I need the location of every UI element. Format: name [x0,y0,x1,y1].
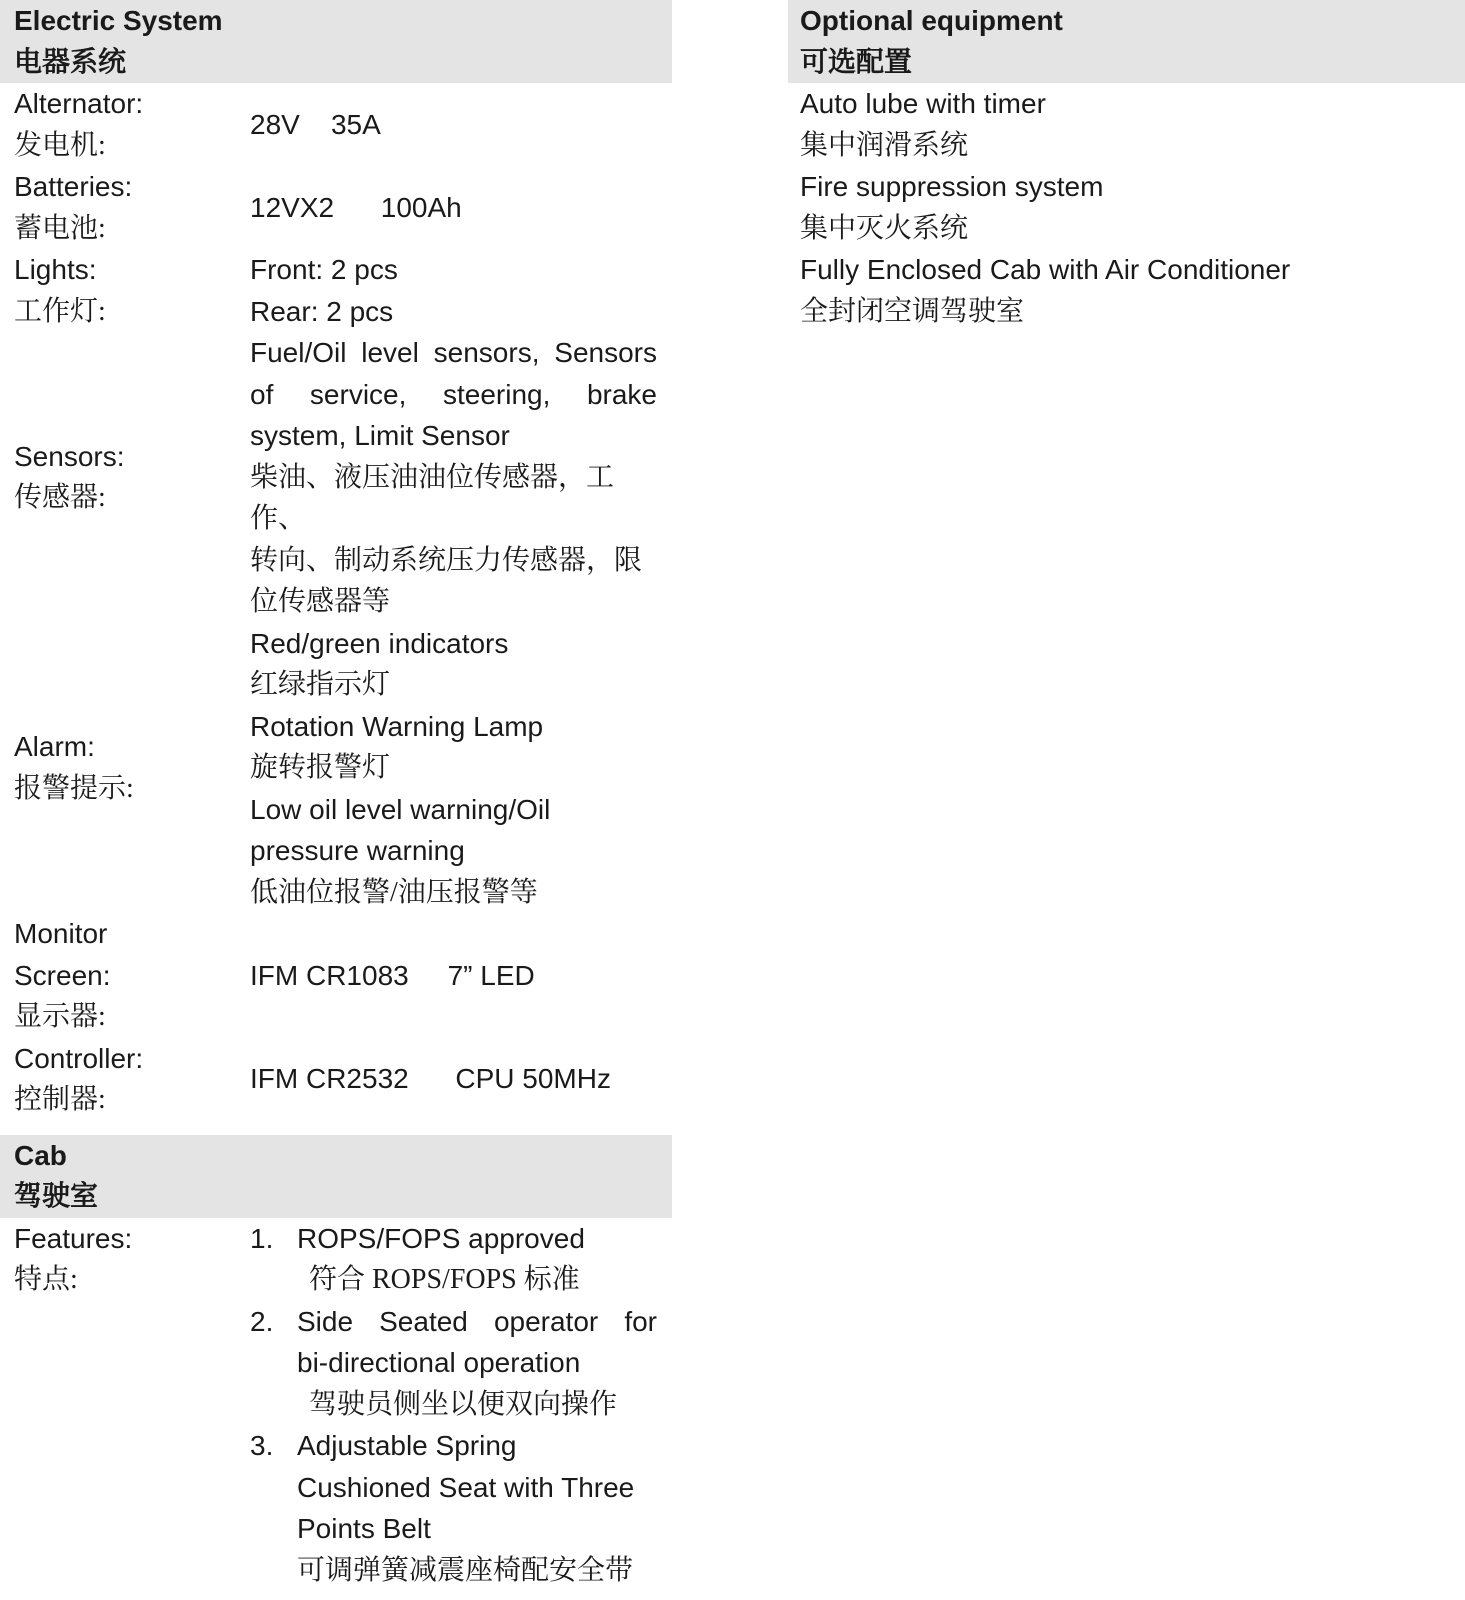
spec-value [250,332,657,623]
optional-item-cn: 集中灭火系统 [800,212,969,244]
spec-value [250,955,657,997]
spec-label-line: Monitor [14,918,108,949]
section-title-cn: 电器系统 [14,46,127,78]
spec-label-line: 显示器: [14,1001,106,1032]
cab-rows [0,1218,672,1592]
spec-value-line: Rear: 2 pcs [250,295,394,327]
optional-item [788,166,1465,249]
feature-item-text [297,1218,657,1301]
spec-value-line: 转向、制动系统压力传感器，限 [250,544,643,576]
optional-item [788,249,1465,332]
spec-row [0,332,672,623]
optional-item-cn: 全封闭空调驾驶室 [800,295,1025,327]
spec-label-line: 特点: [14,1264,78,1295]
cab-header [0,1135,672,1218]
spec-value-line: 12VX2 100Ah [250,191,462,223]
spec-value-line: Rotation Warning Lamp [250,710,544,742]
spec-label-line: 蓄电池: [14,212,106,244]
spec-value-line: IFM CR1083 7” LED [250,959,535,991]
feature-item-number: 1. [250,1222,274,1254]
spec-value-line: pressure warning [250,835,465,866]
feature-item [250,1218,657,1301]
spec-value-line: 28V 35A [250,108,381,140]
spec-value [250,249,657,332]
optional-equipment-header [788,0,1465,83]
spec-value-line: Fuel/Oil level sensors, Sensors [250,337,657,368]
section-title-en: Electric System [14,5,223,36]
feature-item-number: 2. [250,1305,274,1337]
spec-label-line: Alarm: [14,731,95,763]
spec-value-line: Red/green indicators [250,627,509,659]
right-column [788,0,1465,332]
spec-label-line: Screen: [14,959,111,991]
spec-label [14,83,250,166]
spec-value-line: 红绿指示灯 [250,669,391,700]
feature-item-text [297,1425,657,1591]
spec-value [250,1218,657,1592]
spec-label [14,726,250,809]
spec-label [14,166,250,249]
feature-item-line: 符合 ROPS/FOPS 标准 [309,1264,580,1295]
left-column [0,0,672,1591]
feature-item-number: 3. [250,1430,274,1461]
spec-value-line: 柴油、液压油油位传感器，工作、 [250,461,615,534]
section-title-en: Optional equipment [800,5,1063,36]
feature-item-line: ROPS/FOPS approved [297,1222,585,1254]
feature-item-line: Adjustable Spring [297,1430,517,1461]
spec-value-line: 位传感器等 [250,586,391,617]
optional-item-en: Auto lube with timer [800,88,1046,119]
feature-item [250,1301,657,1426]
spec-row [0,1038,672,1121]
spec-value-line: 低油位报警/油压报警等 [250,876,538,908]
spec-value-line: Front: 2 pcs [250,254,398,285]
spec-label [14,249,250,332]
spec-label-line: Batteries: [14,171,133,202]
section-title-cn: 驾驶室 [14,1181,99,1212]
spec-value [250,1058,657,1100]
feature-item-line: 可调弹簧减震座椅配安全带 [297,1554,634,1586]
electric-system-rows [0,83,672,1121]
spec-row [0,913,672,1038]
feature-item-text [297,1301,657,1426]
feature-item-line: Points Belt [297,1513,431,1544]
spec-label-line: Alternator: [14,88,144,119]
spec-label-line: Sensors: [14,440,125,472]
spec-value-line: system, Limit Sensor [250,420,510,451]
spec-row [0,166,672,249]
spec-value-line: 旋转报警灯 [250,752,391,783]
spec-value [250,104,657,146]
optional-item-cn: 集中润滑系统 [800,129,969,161]
spec-label-line: 发电机: [14,129,106,161]
spec-row [0,1218,672,1592]
feature-item-line: bi-directional operation [297,1347,581,1378]
electric-system-header [0,0,672,83]
section-title-en: Cab [14,1139,67,1171]
spec-label-line: 传感器: [14,482,106,514]
spec-row [0,249,672,332]
feature-item [250,1425,657,1591]
spec-label [14,1038,250,1121]
optional-item-en: Fully Enclosed Cab with Air Conditioner [800,254,1291,285]
spec-label-line: Lights: [14,254,97,285]
spec-label-line: 报警提示: [14,772,134,804]
feature-item-line: Side Seated operator for [297,1305,657,1337]
spec-label [14,1218,250,1301]
spec-label-line: Features: [14,1222,133,1254]
spec-value-line: of service, steering, brake [250,378,657,410]
spec-label [14,436,250,519]
feature-item-line: 驾驶员侧坐以便双向操作 [309,1388,618,1420]
spec-row [0,623,672,914]
spec-value-line: Low oil level warning/Oil [250,793,551,825]
optional-equipment-items [788,83,1465,332]
spec-row [0,83,672,166]
spec-label-line: 控制器: [14,1084,106,1115]
spec-label-line: 工作灯: [14,295,106,327]
spec-label [14,913,250,1038]
spec-label-line: Controller: [14,1042,144,1074]
optional-item [788,83,1465,166]
spec-value [250,187,657,229]
section-title-cn: 可选配置 [800,46,913,78]
spec-value-line: IFM CR2532 CPU 50MHz [250,1063,611,1095]
optional-item-en: Fire suppression system [800,171,1104,202]
feature-item-line: Cushioned Seat with Three [297,1471,635,1503]
spec-value [250,623,657,914]
